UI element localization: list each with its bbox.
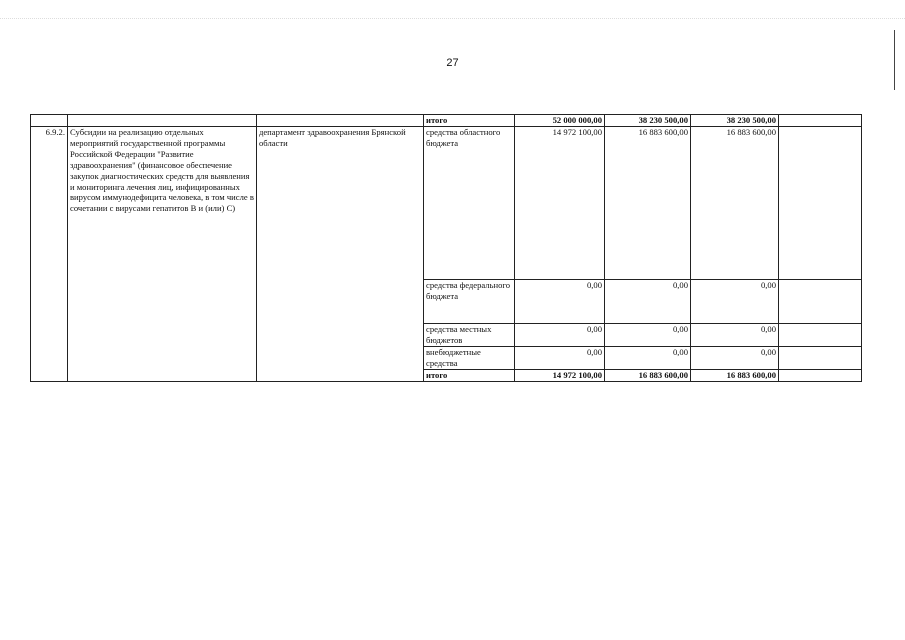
cell-value-year2: 16 883 600,00 (605, 127, 691, 280)
cell-value-year3: 38 230 500,00 (691, 115, 779, 127)
cell-value-year1: 0,00 (515, 324, 605, 347)
cell-empty (779, 115, 862, 127)
cell-source: итого (424, 370, 515, 382)
cell-value-year2: 38 230 500,00 (605, 115, 691, 127)
page-number: 27 (446, 57, 459, 69)
item-number: 6.9.2. (31, 127, 68, 382)
item-executor: департамент здравоохранения Брянской области (257, 127, 424, 382)
cell-value-year3: 0,00 (691, 347, 779, 370)
cell-empty (779, 280, 862, 324)
cell-value-year3: 0,00 (691, 280, 779, 324)
cell-value-year1: 14 972 100,00 (515, 370, 605, 382)
cell-name (68, 115, 257, 127)
cell-value-year1: 52 000 000,00 (515, 115, 605, 127)
table-row-regional (31, 127, 862, 280)
cell-source: итого (424, 115, 515, 127)
budget-table (30, 114, 862, 382)
cell-value-year2: 0,00 (605, 324, 691, 347)
cell-value-year2: 16 883 600,00 (605, 370, 691, 382)
cell-value-year1: 0,00 (515, 347, 605, 370)
cell-source: средства областного бюджета (424, 127, 515, 280)
cell-source: средства федерального бюджета (424, 280, 515, 324)
cell-value-year3: 16 883 600,00 (691, 370, 779, 382)
scan-artifact-line (0, 18, 905, 25)
cell-source: внебюджетные средства (424, 347, 515, 370)
cell-empty (779, 324, 862, 347)
cell-value-year3: 16 883 600,00 (691, 127, 779, 280)
cell-empty (779, 370, 862, 382)
cell-value-year1: 0,00 (515, 280, 605, 324)
cell-value-year2: 0,00 (605, 280, 691, 324)
item-name: Субсидии на реализацию отдельных мероприятий государственной программы Российской Федерации "Развитие здравоохранения" (финансовое обеспечение закупок диагностических средств для выявления и мониторинга лечения лиц, инфицированных вирусом иммунодефицита человека, в том числе в сочетании с вирусами гепатитов В и (или) С) (68, 127, 257, 382)
cell-value-year1: 14 972 100,00 (515, 127, 605, 280)
cell-value-year3: 0,00 (691, 324, 779, 347)
cell-empty (779, 347, 862, 370)
cell-num (31, 115, 68, 127)
cell-empty (779, 127, 862, 280)
cell-executor (257, 115, 424, 127)
cell-value-year2: 0,00 (605, 347, 691, 370)
table-row-top-total (31, 115, 862, 127)
cell-source: средства местных бюджетов (424, 324, 515, 347)
